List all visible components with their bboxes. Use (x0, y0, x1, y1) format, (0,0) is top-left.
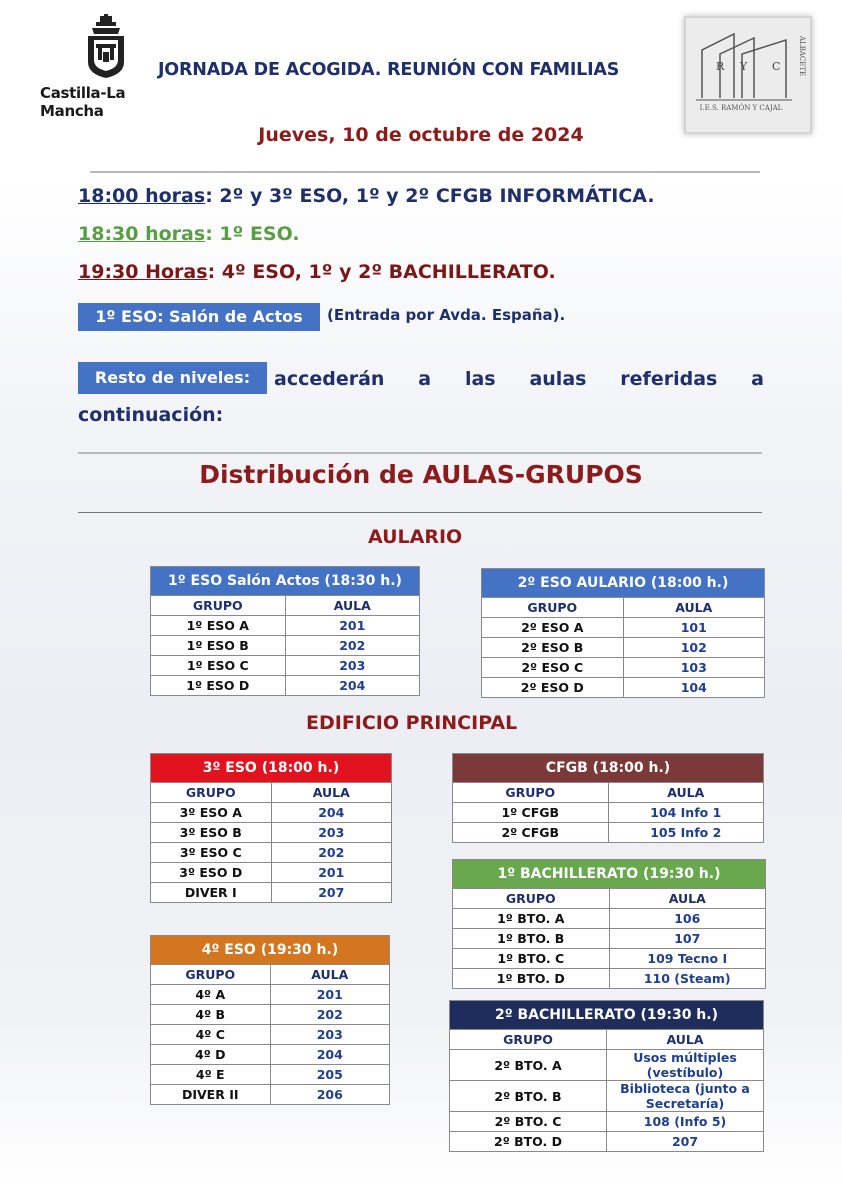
aula-cell: 202 (271, 843, 392, 863)
table-row (151, 616, 420, 636)
table-2eso (481, 568, 765, 698)
aula-cell: 207 (607, 1132, 764, 1152)
table-row (453, 909, 766, 929)
col-header-grupo: GRUPO (151, 783, 272, 803)
grupo-cell: 4º E (151, 1065, 271, 1085)
aula-cell: 202 (285, 636, 420, 656)
aula-cell: 207 (271, 883, 392, 903)
col-header-aula: AULA (271, 783, 392, 803)
seal-letter-c: C (772, 60, 781, 73)
grupo-cell: 2º BTO. C (450, 1112, 607, 1132)
school-seal (684, 16, 812, 134)
seal-side-text: ALBACETE (798, 36, 806, 77)
aula-cell: 203 (271, 823, 392, 843)
aula-cell: 103 (623, 658, 765, 678)
aula-cell: 204 (271, 803, 392, 823)
table-2bachillerato (449, 1000, 764, 1152)
col-header-grupo: GRUPO (482, 598, 624, 618)
table-row (453, 969, 766, 989)
table-row (151, 656, 420, 676)
table-row (151, 985, 390, 1005)
table-row (453, 803, 764, 823)
aula-cell: 110 (Steam) (609, 969, 766, 989)
seal-caption: I.E.S. RAMÓN Y CAJAL (699, 104, 783, 112)
grupo-cell: 4º B (151, 1005, 271, 1025)
grupo-cell: 4º A (151, 985, 271, 1005)
grupo-cell: 2º BTO. B (450, 1081, 607, 1112)
aula-cell: 102 (623, 638, 765, 658)
grupo-cell: 1º ESO A (151, 616, 286, 636)
table-row (450, 1081, 764, 1112)
table-row (482, 618, 765, 638)
table-row (450, 1112, 764, 1132)
aula-cell: 104 Info 1 (608, 803, 764, 823)
grupo-cell: 1º CFGB (453, 803, 609, 823)
table-row (450, 1132, 764, 1152)
resto-word-2: a (418, 368, 432, 390)
schedule-text-1800: : 2º y 3º ESO, 1º y 2º CFGB INFORMÁTICA. (205, 185, 655, 207)
seal-letter-y: Y (740, 60, 748, 73)
table-title-bach1: 1º BACHILLERATO (19:30 h.) (453, 860, 766, 889)
aula-cell: 106 (609, 909, 766, 929)
grupo-cell: 3º ESO C (151, 843, 272, 863)
grupo-cell: 4º D (151, 1045, 271, 1065)
resto-word-5: referidas (620, 368, 718, 390)
grupo-cell: 3º ESO D (151, 863, 272, 883)
table-row (151, 843, 392, 863)
table-title-eso4: 4º ESO (19:30 h.) (151, 936, 390, 965)
table-title-eso2: 2º ESO AULARIO (18:00 h.) (482, 569, 765, 598)
schedule-line-1930 (78, 261, 556, 283)
col-header-aula: AULA (609, 889, 766, 909)
page-title: JORNADA DE ACOGIDA. REUNIÓN CON FAMILIAS (158, 60, 620, 80)
schedule-text-1930: : 4º ESO, 1º y 2º BACHILLERATO. (207, 261, 556, 283)
grupo-cell: 2º ESO D (482, 678, 624, 698)
logo-text: Castilla-La Mancha (40, 84, 126, 120)
resto-word-6: a (751, 368, 764, 390)
aula-cell: 108 (Info 5) (607, 1112, 764, 1132)
aula-cell: 201 (270, 985, 390, 1005)
table-row (453, 929, 766, 949)
grupo-cell: 1º ESO C (151, 656, 286, 676)
table-row (482, 658, 765, 678)
schedule-text-1830: : 1º ESO. (205, 223, 300, 245)
aula-cell: 201 (271, 863, 392, 883)
grupo-cell: 2º ESO C (482, 658, 624, 678)
grupo-cell: 4º C (151, 1025, 271, 1045)
table-title-eso1: 1º ESO Salón Actos (18:30 h.) (151, 567, 420, 596)
aula-cell: 206 (270, 1085, 390, 1105)
table-cfgb (452, 753, 764, 843)
distribution-title: Distribución de AULAS-GRUPOS (199, 460, 643, 489)
divider-top (90, 171, 760, 173)
table-row (151, 823, 392, 843)
table-1bachillerato (452, 859, 766, 989)
aula-cell: Usos múltiples (vestíbulo) (607, 1050, 764, 1081)
schedule-time-1930: 19:30 Horas (78, 261, 208, 283)
grupo-cell: 2º BTO. D (450, 1132, 607, 1152)
table-row (151, 1025, 390, 1045)
col-header-grupo: GRUPO (453, 889, 610, 909)
resto-text-line1 (274, 368, 764, 390)
grupo-cell: 2º ESO A (482, 618, 624, 638)
col-header-grupo: GRUPO (151, 596, 286, 616)
table-row (450, 1050, 764, 1081)
grupo-cell: 2º BTO. A (450, 1050, 607, 1081)
schedule-line-1800 (78, 185, 655, 207)
grupo-cell: 1º BTO. B (453, 929, 610, 949)
grupo-cell: 3º ESO A (151, 803, 272, 823)
grupo-cell: 3º ESO B (151, 823, 272, 843)
table-4eso (150, 935, 390, 1105)
resto-text-line2: continuación: (78, 404, 224, 426)
schedule-time-1830: 18:30 horas (78, 223, 206, 245)
table-row (151, 636, 420, 656)
resto-word-4: aulas (529, 368, 587, 390)
grupo-cell: 1º ESO B (151, 636, 286, 656)
aula-cell: Biblioteca (junto a Secretaría) (607, 1081, 764, 1112)
table-row (482, 638, 765, 658)
eso1-location-tag: 1º ESO: Salón de Actos (78, 303, 320, 331)
col-header-aula: AULA (285, 596, 420, 616)
resto-word-3: las (464, 368, 496, 390)
table-row (453, 949, 766, 969)
aula-cell: 107 (609, 929, 766, 949)
table-row (151, 1045, 390, 1065)
grupo-cell: 2º ESO B (482, 638, 624, 658)
col-header-aula: AULA (608, 783, 764, 803)
seal-letter-r: R (716, 60, 725, 73)
schedule-line-1830 (78, 223, 300, 245)
table-title-bach2: 2º BACHILLERATO (19:30 h.) (450, 1001, 764, 1030)
eso1-entrance-note: (Entrada por Avda. España). (327, 306, 566, 324)
aula-cell: 205 (270, 1065, 390, 1085)
aula-cell: 104 (623, 678, 765, 698)
grupo-cell: 1º BTO. A (453, 909, 610, 929)
col-header-grupo: GRUPO (151, 965, 271, 985)
table-row (482, 678, 765, 698)
table-title-cfgb: CFGB (18:00 h.) (453, 754, 764, 783)
resto-niveles-tag: Resto de niveles: (78, 362, 267, 394)
divider-middle (78, 452, 762, 454)
grupo-cell: 1º BTO. D (453, 969, 610, 989)
col-header-aula: AULA (607, 1030, 764, 1050)
table-row (151, 676, 420, 696)
crown-castle-icon (86, 14, 126, 80)
table-row (151, 1085, 390, 1105)
aula-cell: 202 (270, 1005, 390, 1025)
divider-title-underline (78, 512, 762, 513)
aula-cell: 204 (270, 1045, 390, 1065)
resto-word-1: accederán (274, 368, 385, 390)
table-row (151, 1005, 390, 1025)
grupo-cell: DIVER II (151, 1085, 271, 1105)
col-header-grupo: GRUPO (450, 1030, 607, 1050)
aula-cell: 203 (285, 656, 420, 676)
grupo-cell: 1º ESO D (151, 676, 286, 696)
aula-cell: 203 (270, 1025, 390, 1045)
table-3eso (150, 753, 392, 903)
table-title-eso3: 3º ESO (18:00 h.) (151, 754, 392, 783)
col-header-aula: AULA (270, 965, 390, 985)
table-1eso (150, 566, 420, 696)
table-row (151, 883, 392, 903)
table-row (453, 823, 764, 843)
grupo-cell: DIVER I (151, 883, 272, 903)
schedule-time-1800: 18:00 horas (78, 185, 206, 207)
meeting-date: Jueves, 10 de octubre de 2024 (258, 124, 584, 146)
aula-cell: 101 (623, 618, 765, 638)
section-edificio-principal: EDIFICIO PRINCIPAL (306, 712, 518, 734)
table-row (151, 1065, 390, 1085)
aula-cell: 109 Tecno I (609, 949, 766, 969)
grupo-cell: 1º BTO. C (453, 949, 610, 969)
table-row (151, 803, 392, 823)
grupo-cell: 2º CFGB (453, 823, 609, 843)
col-header-grupo: GRUPO (453, 783, 609, 803)
aula-cell: 201 (285, 616, 420, 636)
col-header-aula: AULA (623, 598, 765, 618)
aula-cell: 204 (285, 676, 420, 696)
section-aulario: AULARIO (368, 526, 463, 548)
aula-cell: 105 Info 2 (608, 823, 764, 843)
table-row (151, 863, 392, 883)
